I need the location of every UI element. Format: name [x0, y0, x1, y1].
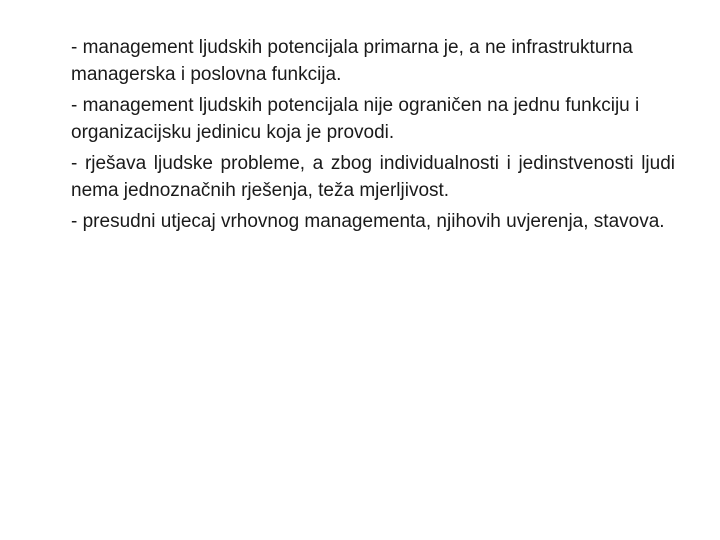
bullet-item-3: - rješava ljudske probleme, a zbog individualnosti i jedinstvenosti ljudi nema jednoznačnih rješenja, teža mjerljivost. [71, 153, 675, 201]
bullet-item-1: - management ljudskih potencijala primarna je, a ne infrastrukturna managerska i poslovna funkcija. [71, 37, 633, 85]
bullet-list [71, 34, 675, 239]
bullet-item-4: - presudni utjecaj vrhovnog managementa, njihovih uvjerenja, stavova. [71, 211, 665, 232]
bullet-item-2: - management ljudskih potencijala nije ograničen na jednu funkciju i organizacijsku jedinicu koja je provodi. [71, 95, 640, 143]
